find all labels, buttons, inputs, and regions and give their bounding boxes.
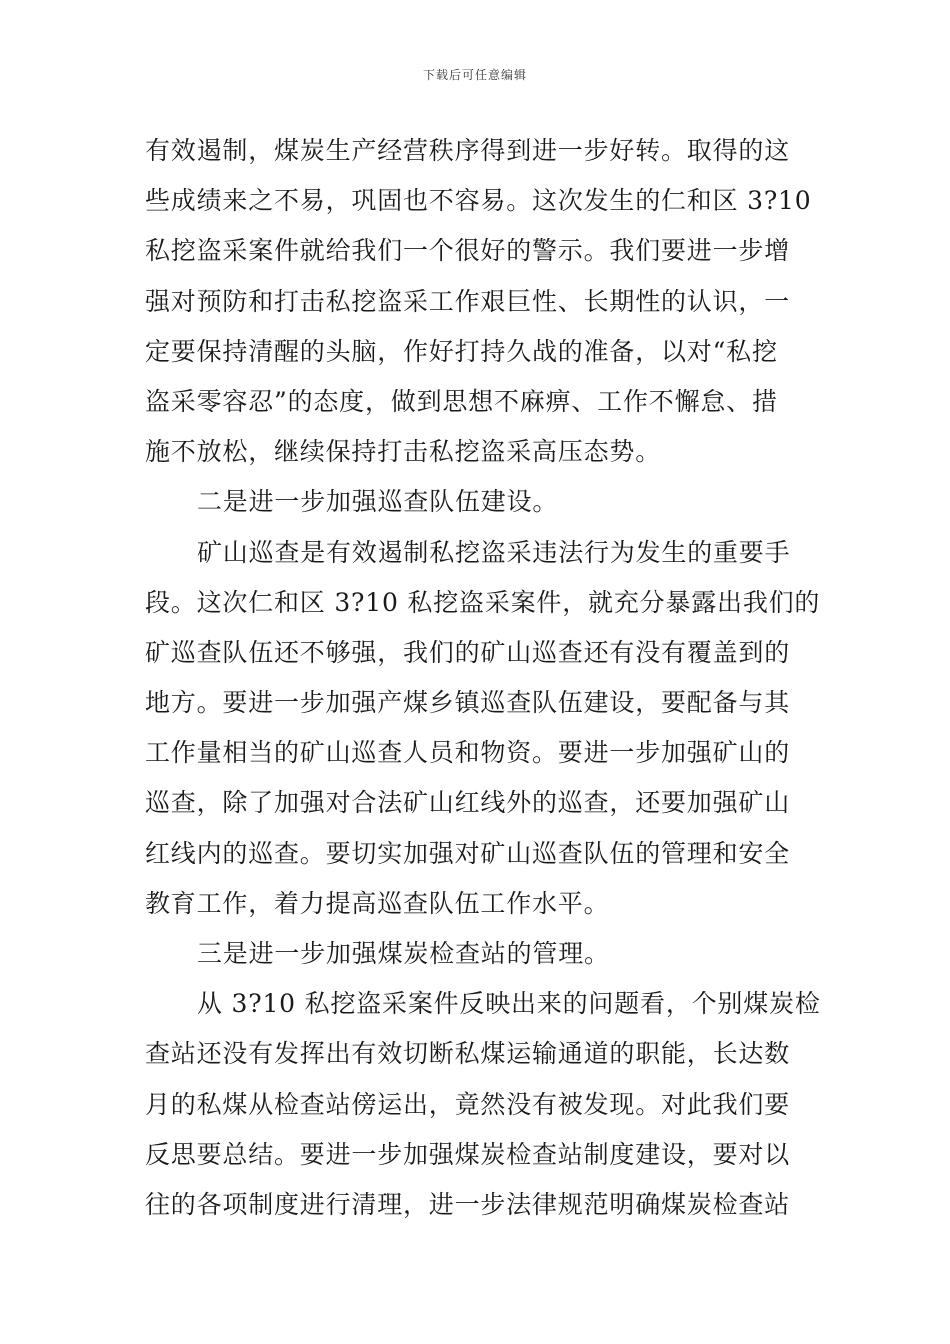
document-body: [145, 126, 821, 1230]
text-line: 反思要总结。要进一步加强煤炭检查站制度建设，要对以: [145, 1139, 791, 1169]
text-line: 定要保持清醒的头脑，作好打持久战的准备，以对“私挖: [145, 336, 778, 366]
text-line: 月的私煤从检查站傍运出，竟然没有被发现。对此我们要: [145, 1089, 791, 1119]
text-line: 些成绩来之不易，巩固也不容易。这次发生的仁和区 3?10: [145, 186, 812, 216]
text-line: 巡查，除了加强对合法矿山红线外的巡查，还要加强矿山: [145, 788, 791, 818]
text-line: 往的各项制度进行清理，进一步法律规范明确煤炭检查站: [145, 1189, 791, 1219]
text-line: 从 3?10 私挖盗采案件反映出来的问题看，个别煤炭检: [197, 989, 821, 1019]
text-line: 教育工作，着力提高巡查队伍工作水平。: [145, 888, 610, 918]
text-line: 矿山巡查是有效遏制私挖盗采违法行为发生的重要手: [197, 537, 791, 567]
section-heading: 三是进一步加强煤炭检查站的管理。: [197, 939, 610, 968]
page-header: 下载后可任意编辑: [422, 68, 527, 82]
text-line: 工作量相当的矿山巡查人员和物资。要进一步加强矿山的: [145, 738, 791, 768]
text-line: 强对预防和打击私挖盗采工作艰巨性、长期性的认识，一: [145, 286, 791, 316]
text-line: 私挖盗采案件就给我们一个很好的警示。我们要进一步增: [145, 236, 791, 266]
text-line: 段。这次仁和区 3?10 私挖盗采案件，就充分暴露出我们的: [145, 587, 821, 617]
text-line: 有效遏制，煤炭生产经营秩序得到进一步好转。取得的这: [145, 136, 791, 165]
section-heading: 二是进一步加强巡查队伍建设。: [197, 487, 559, 517]
text-line: 施不放松，继续保持打击私挖盗采高压态势。: [145, 437, 662, 467]
text-line: 矿巡查队伍还不够强，我们的矿山巡查还有没有覆盖到的: [145, 637, 791, 667]
text-line: 查站还没有发挥出有效切断私煤运输通道的职能，长达数: [145, 1039, 791, 1069]
text-line: 地方。要进一步加强产煤乡镇巡查队伍建设，要配备与其: [145, 688, 791, 718]
text-line: 红线内的巡查。要切实加强对矿山巡查队伍的管理和安全: [145, 838, 791, 868]
text-line: 盗采零容忍”的态度，做到思想不麻痹、工作不懈怠、措: [145, 386, 778, 416]
